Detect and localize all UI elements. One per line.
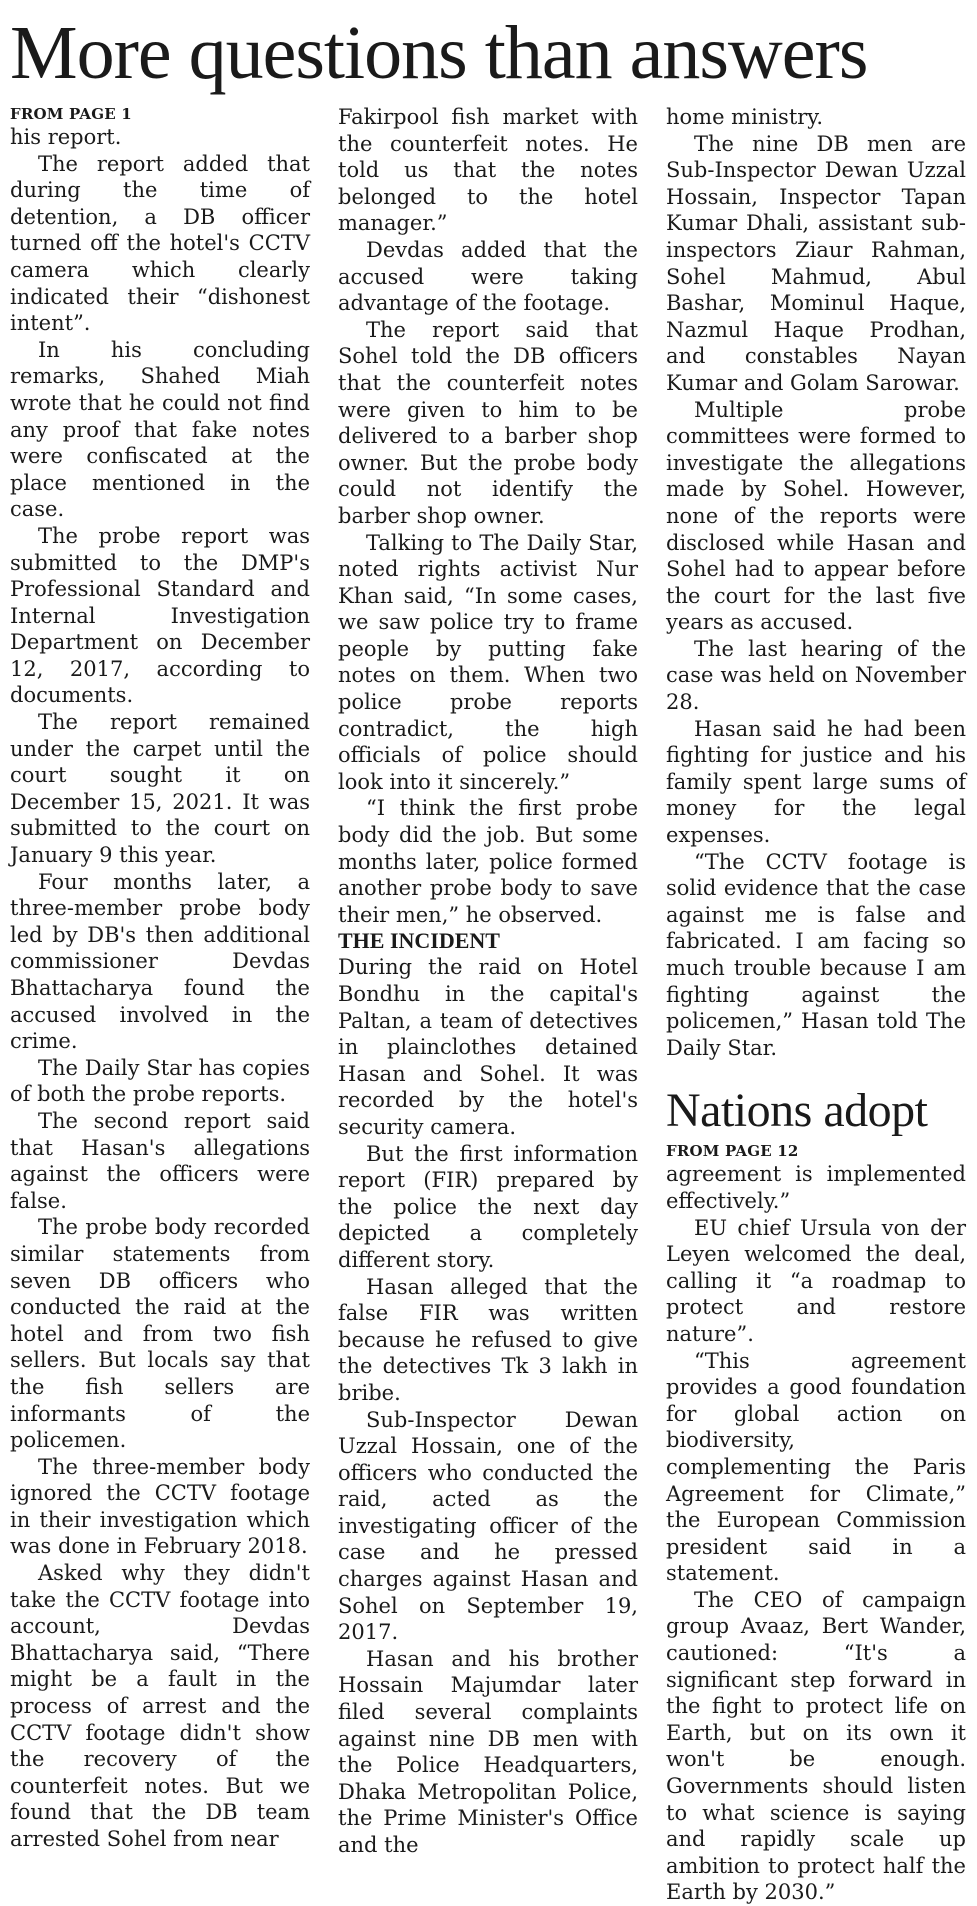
article-paragraph: Fakirpool fish market with the counterfeit notes. He told us that the notes belonged to the hotel manager.”	[338, 105, 638, 236]
section-subhead: THE INCIDENT	[338, 928, 500, 954]
article-paragraph: The CEO of campaign group Avaaz, Bert Wander, cautioned: “It's a significant step forward in the fight to protect life on Earth, but on its own it won't be enough. Governments should listen to what science is saying and rapidly scale up ambition to protect half the Earth by 2030.”	[666, 1587, 966, 1905]
article-paragraph: Hasan and his brother Hossain Majumdar later filed several complaints against nine DB men with the Police Headquarters, Dhaka Metropolitan Police, the Prime Minister's Office and the	[338, 1646, 638, 1857]
article-paragraph: “This agreement provides a good foundation for global action on biodiversity, complementing the Paris Agreement for Climate,” the European Commission president said in a statement.	[666, 1348, 966, 1586]
article-paragraph: Multiple probe committees were formed to investigate the allegations made by Sohel. However, none of the reports were disclosed while Hasan and Sohel had to appear before the court for the last five years as accused.	[666, 397, 966, 635]
article-paragraph: Sub-Inspector Dewan Uzzal Hossain, one of the officers who conducted the raid, acted as the investigating officer of the case and he pressed charges against Hasan and Sohel on September 19, 2017.	[338, 1407, 638, 1645]
article-paragraph: Four months later, a three-member probe body led by DB's then additional commissioner Devdas Bhattacharya found the accused involved in the crime.	[10, 869, 310, 1054]
article-paragraph: The report said that Sohel told the DB officers that the counterfeit notes were given to him to be delivered to a barber shop owner. But the probe body could not identify the barber shop owner.	[338, 317, 638, 528]
article-paragraph: The second report said that Hasan's allegations against the officers were false.	[10, 1108, 310, 1213]
column-2	[338, 104, 638, 1859]
second-kicker: FROM PAGE 12	[666, 1142, 799, 1161]
article-paragraph: But the first information report (FIR) prepared by the police the next day depicted a completely different story.	[338, 1141, 638, 1272]
column-1	[10, 104, 310, 1853]
article-paragraph: The Daily Star has copies of both the probe reports.	[10, 1055, 310, 1107]
article-paragraph: his report.	[10, 125, 122, 149]
article-paragraph: “I think the first probe body did the job. But some months later, police formed another probe body to save their men,” he observed.	[338, 796, 638, 927]
article-paragraph: In his concluding remarks, Shahed Miah wrote that he could not find any proof that fake notes were confiscated at the place mentioned in the case.	[10, 337, 310, 522]
article-paragraph: The nine DB men are Sub-Inspector Dewan Uzzal Hossain, Inspector Tapan Kumar Dhali, assistant sub-inspectors Ziaur Rahman, Sohel Mahmud, Abul Bashar, Mominul Haque, Nazmul Haque Prodhan, and constables Nayan Kumar and Golam Sarowar.	[666, 131, 966, 395]
article-paragraph: During the raid on Hotel Bondhu in the capital's Paltan, a team of detectives in plainclothes detained Hasan and Sohel. It was recorded by the hotel's security camera.	[338, 955, 638, 1139]
article-paragraph: “The CCTV footage is solid evidence that the case against me is false and fabricated. I am facing so much trouble because I am fighting against the policemen,” Hasan told The Daily Star.	[666, 849, 966, 1060]
main-headline: More questions than answers	[10, 11, 868, 95]
article-paragraph: The last hearing of the case was held on November 28.	[666, 636, 966, 715]
article-paragraph: The report added that during the time of detention, a DB officer turned off the hotel's CCTV camera which clearly indicated their “dishonest intent”.	[10, 151, 310, 336]
article-paragraph: Hasan alleged that the false FIR was written because he refused to give the detectives Tk 3 lakh in bribe.	[338, 1274, 638, 1405]
article-paragraph: Asked why they didn't take the CCTV footage into account, Devdas Bhattacharya said, “There might be a fault in the process of arrest and the CCTV footage didn't show the recovery of the counterfeit notes. But we found that the DB team arrested Sohel from near	[10, 1561, 310, 1851]
article-paragraph: Talking to The Daily Star, noted rights activist Nur Khan said, “In some cases, we saw police try to frame people by putting fake notes on them. When two police probe reports contradict, the high officials of police should look into it sincerely.”	[338, 530, 638, 794]
column-3	[666, 104, 966, 1906]
article-paragraph: The probe report was submitted to the DMP's Professional Standard and Internal Investigation Department on December 12, 2017, according to documents.	[10, 523, 310, 708]
article-paragraph: EU chief Ursula von der Leyen welcomed the deal, calling it “a roadmap to protect and restore nature”.	[666, 1215, 966, 1346]
article-paragraph: The report remained under the carpet until the court sought it on December 15, 2021. It was submitted to the court on January 9 this year.	[10, 710, 310, 868]
article-paragraph: Devdas added that the accused were taking advantage of the footage.	[338, 237, 638, 316]
article-paragraph: The probe body recorded similar statements from seven DB officers who conducted the raid at the hotel and from two fish sellers. But locals say that the fish sellers are informants of the policemen.	[10, 1215, 310, 1453]
article-paragraph: The three-member body ignored the CCTV footage in their investigation which was done in February 2018.	[10, 1454, 310, 1559]
article-paragraph: home ministry.	[666, 105, 824, 129]
main-kicker: FROM PAGE 1	[10, 105, 132, 123]
article-paragraph: Hasan said he had been fighting for justice and his family spent large sums of money for the legal expenses.	[666, 716, 966, 848]
second-headline: Nations adopt	[666, 1084, 928, 1138]
article-paragraph: agreement is implemented effectively.”	[666, 1162, 966, 1213]
